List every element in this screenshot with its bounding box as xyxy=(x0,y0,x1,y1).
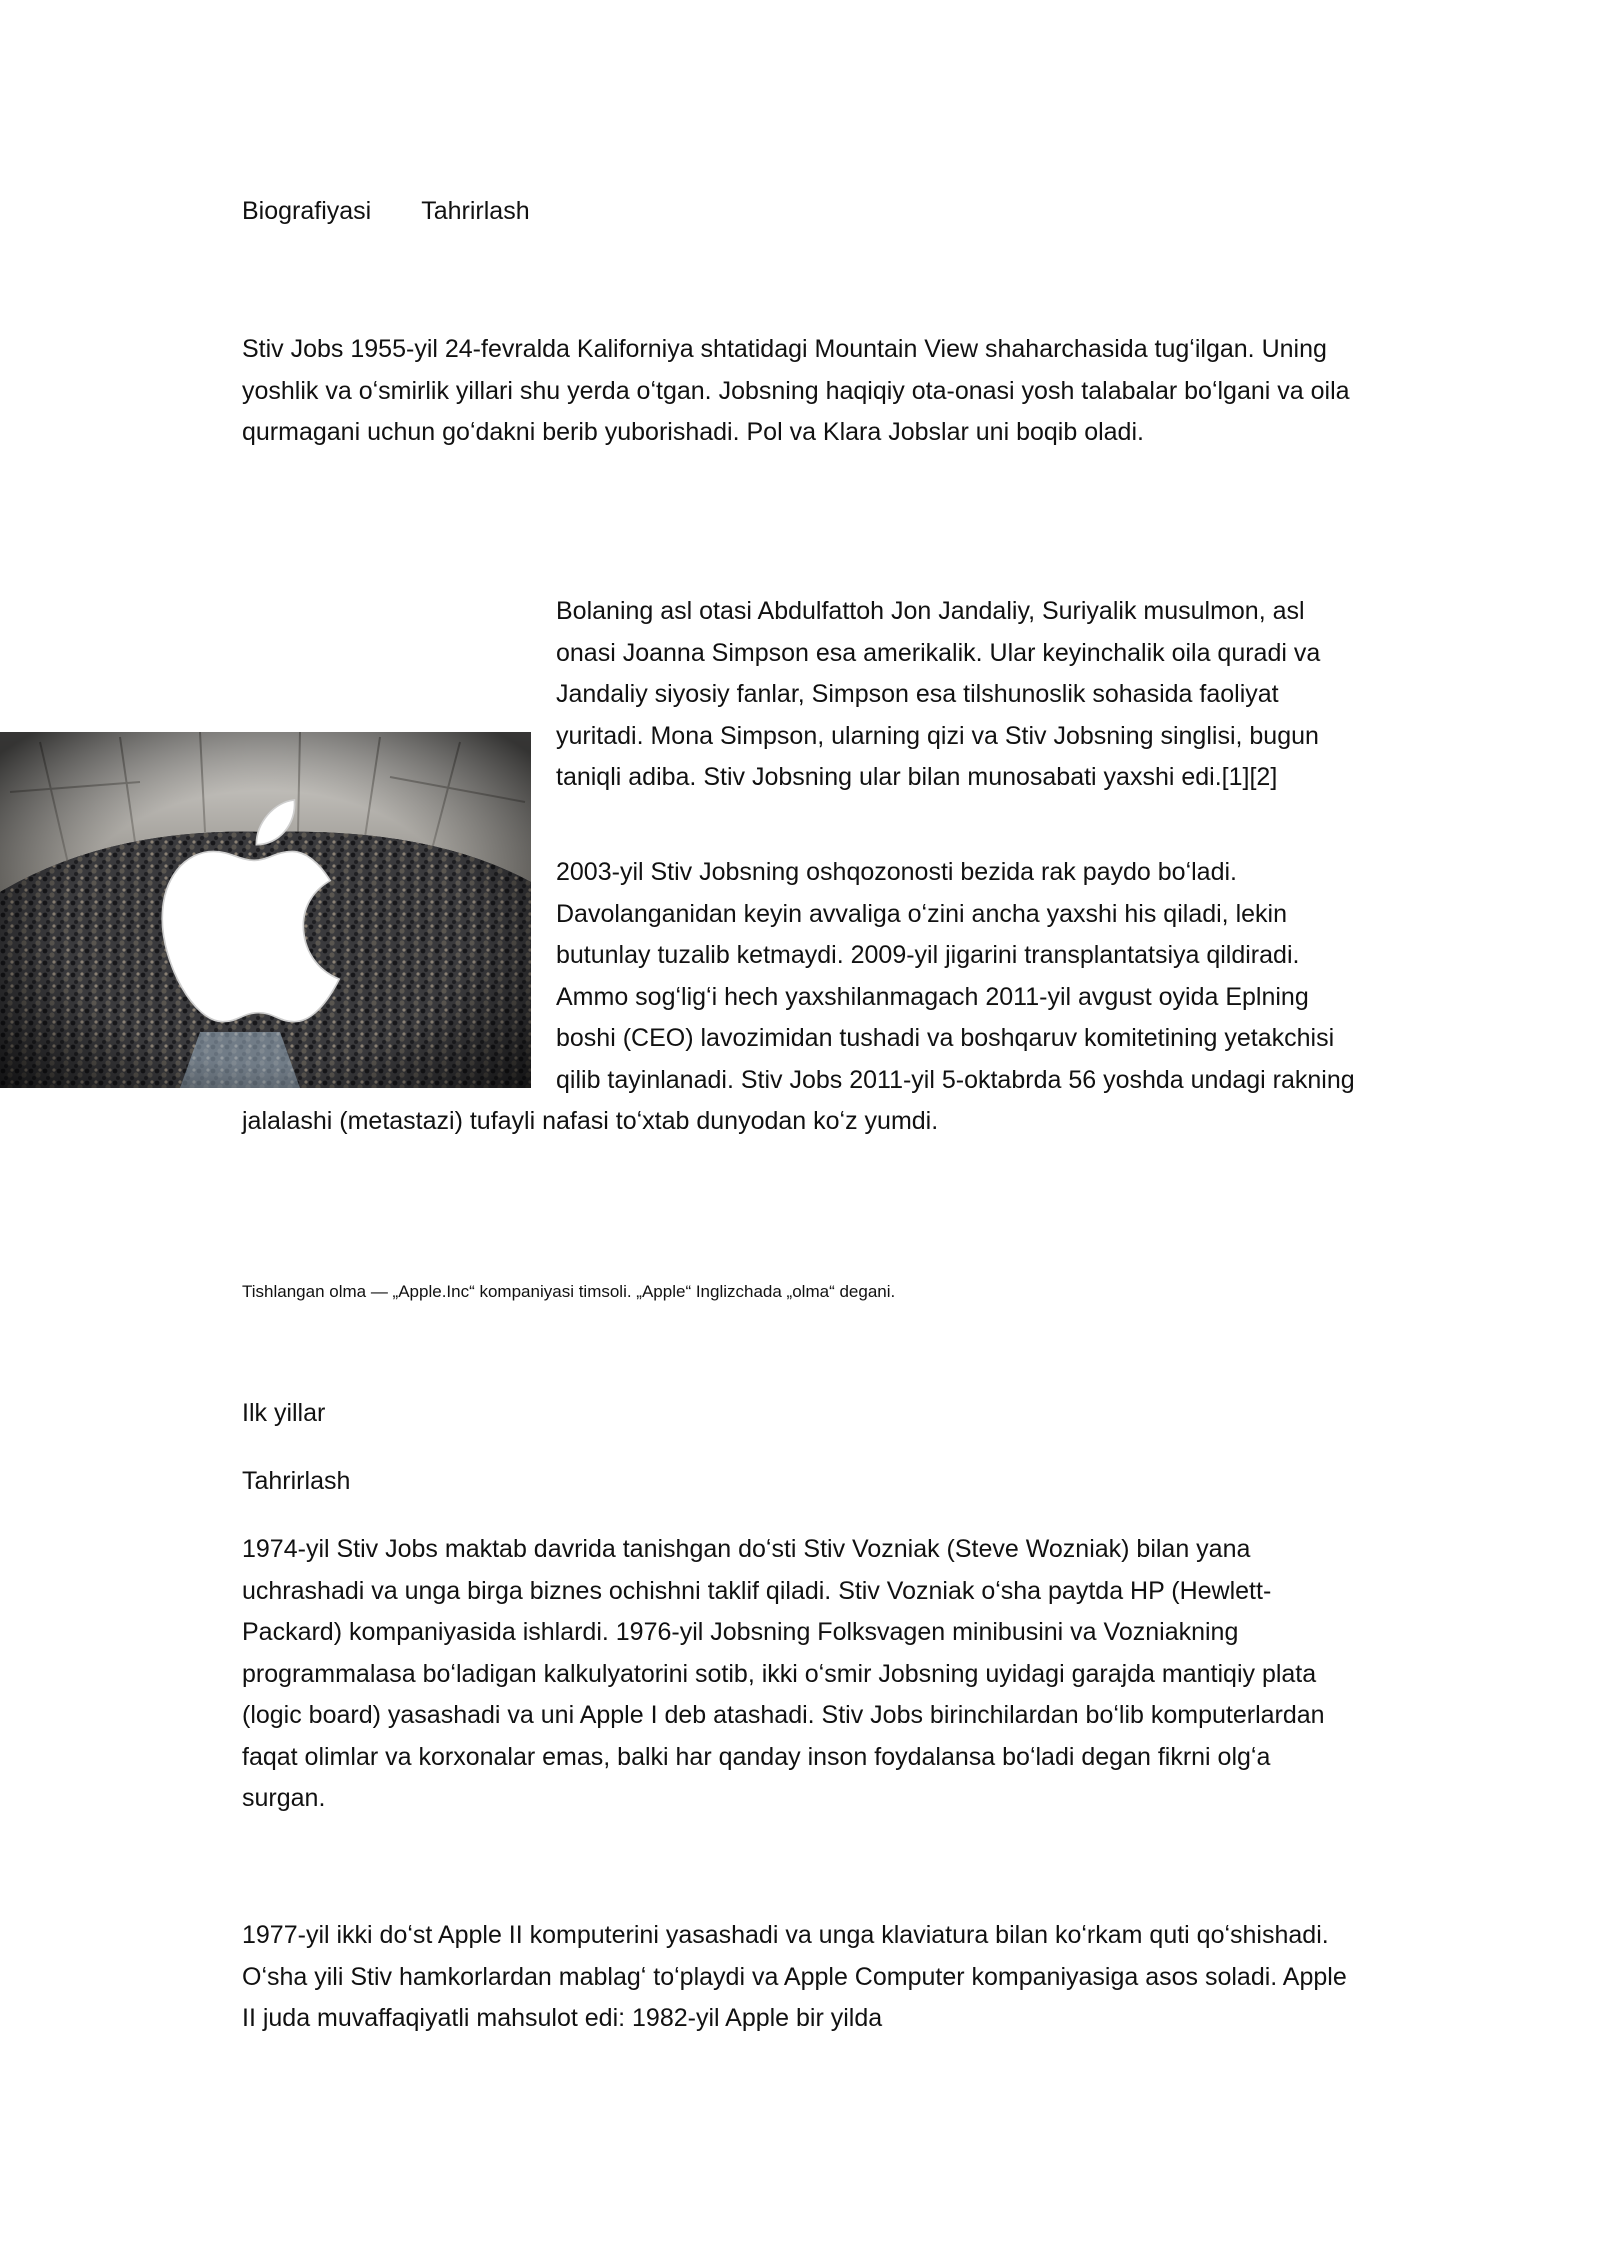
edit-link[interactable]: Tahrirlash xyxy=(242,1467,351,1495)
paragraph-apple-ii: 1977-yil ikki doʻst Apple II komputerini yasashadi va unga klaviatura bilan koʻrkam quti qoʻshishadi. Oʻsha yili Stiv hamkorlardan mablagʻ toʻplaydi va Apple Computer kompaniyasiga asos soladi. Apple II juda muvaffaqiyatli mahsulot edi: 1982-yil Apple bir yilda xyxy=(242,1921,1347,2032)
section-title-early-years: Ilk yillar xyxy=(242,1399,326,1427)
edit-link[interactable]: Tahrirlash xyxy=(421,197,530,225)
paragraph-early-business: 1974-yil Stiv Jobs maktab davrida tanishgan doʻsti Stiv Vozniak (Steve Wozniak) bilan yana uchrashadi va unga birga biznes ochishni taklif qiladi. Stiv Vozniak oʻsha paytda HP (Hewlett-Packard) kompaniyasida ishlardi. 1976-yil Jobsning Folksvagen minibusini va Vozniakning programmalasa boʻladigan kalkulyatorini sotib, ikki oʻsmir Jobsning uyidagi garajda mantiqiy plata (logic board) yasashadi va uni Apple I deb atashadi. Stiv Jobs birinchilardan boʻlib komputerlardan faqat olimlar va korxonalar emas, balki har qanday inson foydalansa boʻladi degan fikrni olgʻa surgan. xyxy=(242,1535,1325,1812)
paragraph-parents-text: Bolaning asl otasi Abdulfattoh Jon Jandaliy, Suriyalik musulmon, asl onasi Joanna Simpson esa amerikalik. Ular keyinchalik oila quradi va Jandaliy siyosiy fanlar, Simpson esa tilshunoslik sohasida faoliyat yuritadi. Mona Simpson, ularning qizi va Stiv Jobsning singlisi, bugun taniqli adiba. Stiv Jobsning ular bilan munosabati yaxshi edi.[1][2] xyxy=(556,597,1321,791)
image-caption: Tishlangan olma — „Apple.Inc“ kompaniyasi timsoli. „Apple“ Inglizchada „olma“ degani. xyxy=(242,1282,896,1301)
paragraph-birth: Stiv Jobs 1955-yil 24-fevralda Kaliforniya shtatidagi Mountain View shaharchasida tugʻilgan. Uning yoshlik va oʻsmirlik yillari shu yerda oʻtgan. Jobsning haqiqiy ota-onasi yosh talabalar boʻlgani va oila qurmagani uchun goʻdakni berib yuborishadi. Pol va Klara Jobslar uni boqib oladi. xyxy=(242,335,1350,446)
section-heading-biography xyxy=(242,191,530,233)
apple-logo-photo xyxy=(0,732,531,1088)
section-title: Biografiyasi xyxy=(242,197,372,225)
paragraph-illness-text: 2003-yil Stiv Jobsning oshqozonosti bezida rak paydo boʻladi. Davolanganidan keyin avvaliga oʻzini ancha yaxshi his qiladi, lekin butunlay tuzalib ketmaydi. 2009-yil jigarini transplantatsiya qildiradi. Ammo sogʻligʻi hech yaxshilanmagach 2011-yil avgust oyida Eplning boshi (CEO) lavozimidan tushadi va boshqaruv komitetining yetakchisi qilib tayinlanadi. Stiv Jobs 2011-yil 5-oktabrda 56 yoshda undagi rakning jalalashi (metastazi) tufayli nafasi toʻxtab dunyodan koʻz yumdi. xyxy=(242,858,1355,1135)
